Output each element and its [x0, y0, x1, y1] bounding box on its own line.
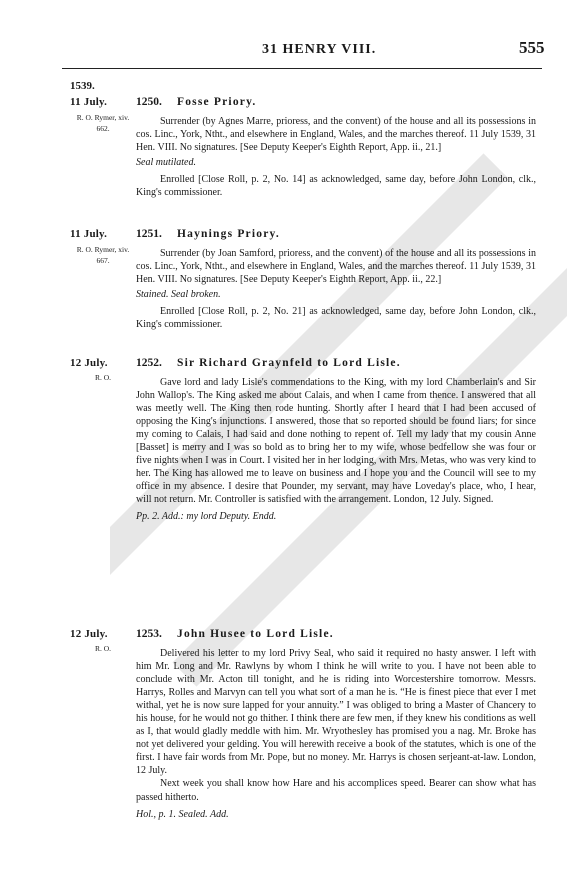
entry-title: Haynings Priory. — [177, 228, 280, 240]
entry-paragraph: Delivered his letter to my lord Privy Seal, who said it required no hasty answer. I left with him Mr. Long and Mr. Rawlyns by whom I think he will write to you. I have not been able to conclude with Mr. Acton till tonight, and he is riding into Worcestershire tomorrow. Messrs. Harrys, Rolles and Marvyn can tell you what sort of a man he is. “He is finest piece that ever I met withal, yet he is now sure lapped for your annuity.” I was obliged to bring a Master of Chancery to his house, for he would not go thither. I think there are few men, if they knew his conditions as well as I, that would gladly meddle with him. Mr. Wryothesley has promised you a nag. Mr. Broke has not yet delivered your gelding. You will herewith receive a book of the statutes, which is one of the first. I have fair words from Mr. Pope, but no money. Mr. Harrys is chosen serjeant-at-law. London, 12 July. — [136, 648, 536, 777]
entry-paragraph: Surrender (by Joan Samford, prioress, and the convent) of the house and all its possessions in cos. Linc., York, Ntht., and elsewhere in England, Wales, and the marches thereof. 11 July 1539, 31 Hen. VIII. No signatures. [See Deputy Keeper's Eighth Report, App. ii., 22.] — [136, 248, 536, 286]
entry-date: 11 July. — [70, 228, 108, 240]
entry-date: 12 July. — [70, 357, 108, 369]
entry-enrolled: Enrolled [Close Roll, p. 2, No. 21] as acknowledged, same day, before John London, clk., King's commissioner. — [136, 306, 536, 331]
running-header — [0, 38, 567, 68]
entry-date: 11 July. — [70, 96, 108, 108]
entry-paragraph: Next week you shall know how Hare and his accomplices speed. Bearer can show what has passed hitherto. — [136, 778, 536, 803]
entry-source: R. O. Rymer, xiv. 662. — [76, 113, 130, 133]
entry-body — [136, 247, 536, 331]
entry-number: 1251. — [136, 228, 162, 240]
entry-source: R. O. — [94, 644, 112, 653]
header-rule — [62, 68, 542, 69]
entry-title: Sir Richard Graynfeld to Lord Lisle. — [177, 357, 401, 369]
entry-note: Stained. Seal broken. — [136, 289, 221, 301]
entry-body — [136, 376, 536, 523]
entry-note: Pp. 2. Add.: my lord Deputy. Endd. — [136, 511, 277, 523]
entry-paragraph: Surrender (by Agnes Marre, prioress, and the convent) of the house and all its possessions in cos. Linc., York, Ntht., and elsewhere in England, Wales, and the marches thereof. 11 July 1539, 31 Hen. VIII. No signatures. [See Deputy Keeper's Eighth Report, App. ii., 21.] — [136, 116, 536, 154]
entry-note: Hol., p. 1. Sealed. Add. — [136, 808, 229, 820]
entry-source: R. O. Rymer, xiv. 667. — [76, 245, 130, 265]
entry-note: Seal mutilated. — [136, 157, 196, 169]
entry-number: 1250. — [136, 96, 162, 108]
header-title: 31 HENRY VIII. — [262, 42, 377, 57]
entry-title: John Husee to Lord Lisle. — [177, 628, 334, 640]
page-number: 555 — [519, 38, 545, 57]
year-label: 1539. — [70, 80, 95, 92]
entry-source: R. O. — [94, 373, 112, 382]
entry-date: 12 July. — [70, 628, 108, 640]
entry-title: Fosse Priory. — [177, 96, 257, 108]
entry-body — [136, 115, 536, 199]
entry-body — [136, 647, 536, 821]
entry-enrolled: Enrolled [Close Roll, p. 2, No. 14] as acknowledged, same day, before John London, clk., King's commissioner. — [136, 174, 536, 199]
entry-number: 1253. — [136, 628, 162, 640]
entry-number: 1252. — [136, 357, 162, 369]
entry-paragraph: Gave lord and lady Lisle's commendations to the King, with my lord Chamberlain's and Sir John Wallop's. The King asked me about Calais, and when I came from thence. I answered that all was meetly well. The King then rode hunting. Shortly after I heard that I had been accused of opposing the King's injunctions. I answered, those that so reported should be found liars; for since my coming to Calais, I had said and done nothing to repent of. Tell my lady that my cousin Anne [Basset] is merry and I was so bold as to bring her to my wife, whose bedfellow she was four or five nights when I was in Court. I visited her in her lodging, with Mrs. Metas, who was very kind to her. The King has allowed me to leave on business and I hope you and the Council will see to my office in my absence. I desire that Pounder, my servant, may have Loveday's place, who, I hear, will not return. Mr. Controller is satisfied with the arrangement. London, 12 July. Signed. — [136, 377, 536, 506]
